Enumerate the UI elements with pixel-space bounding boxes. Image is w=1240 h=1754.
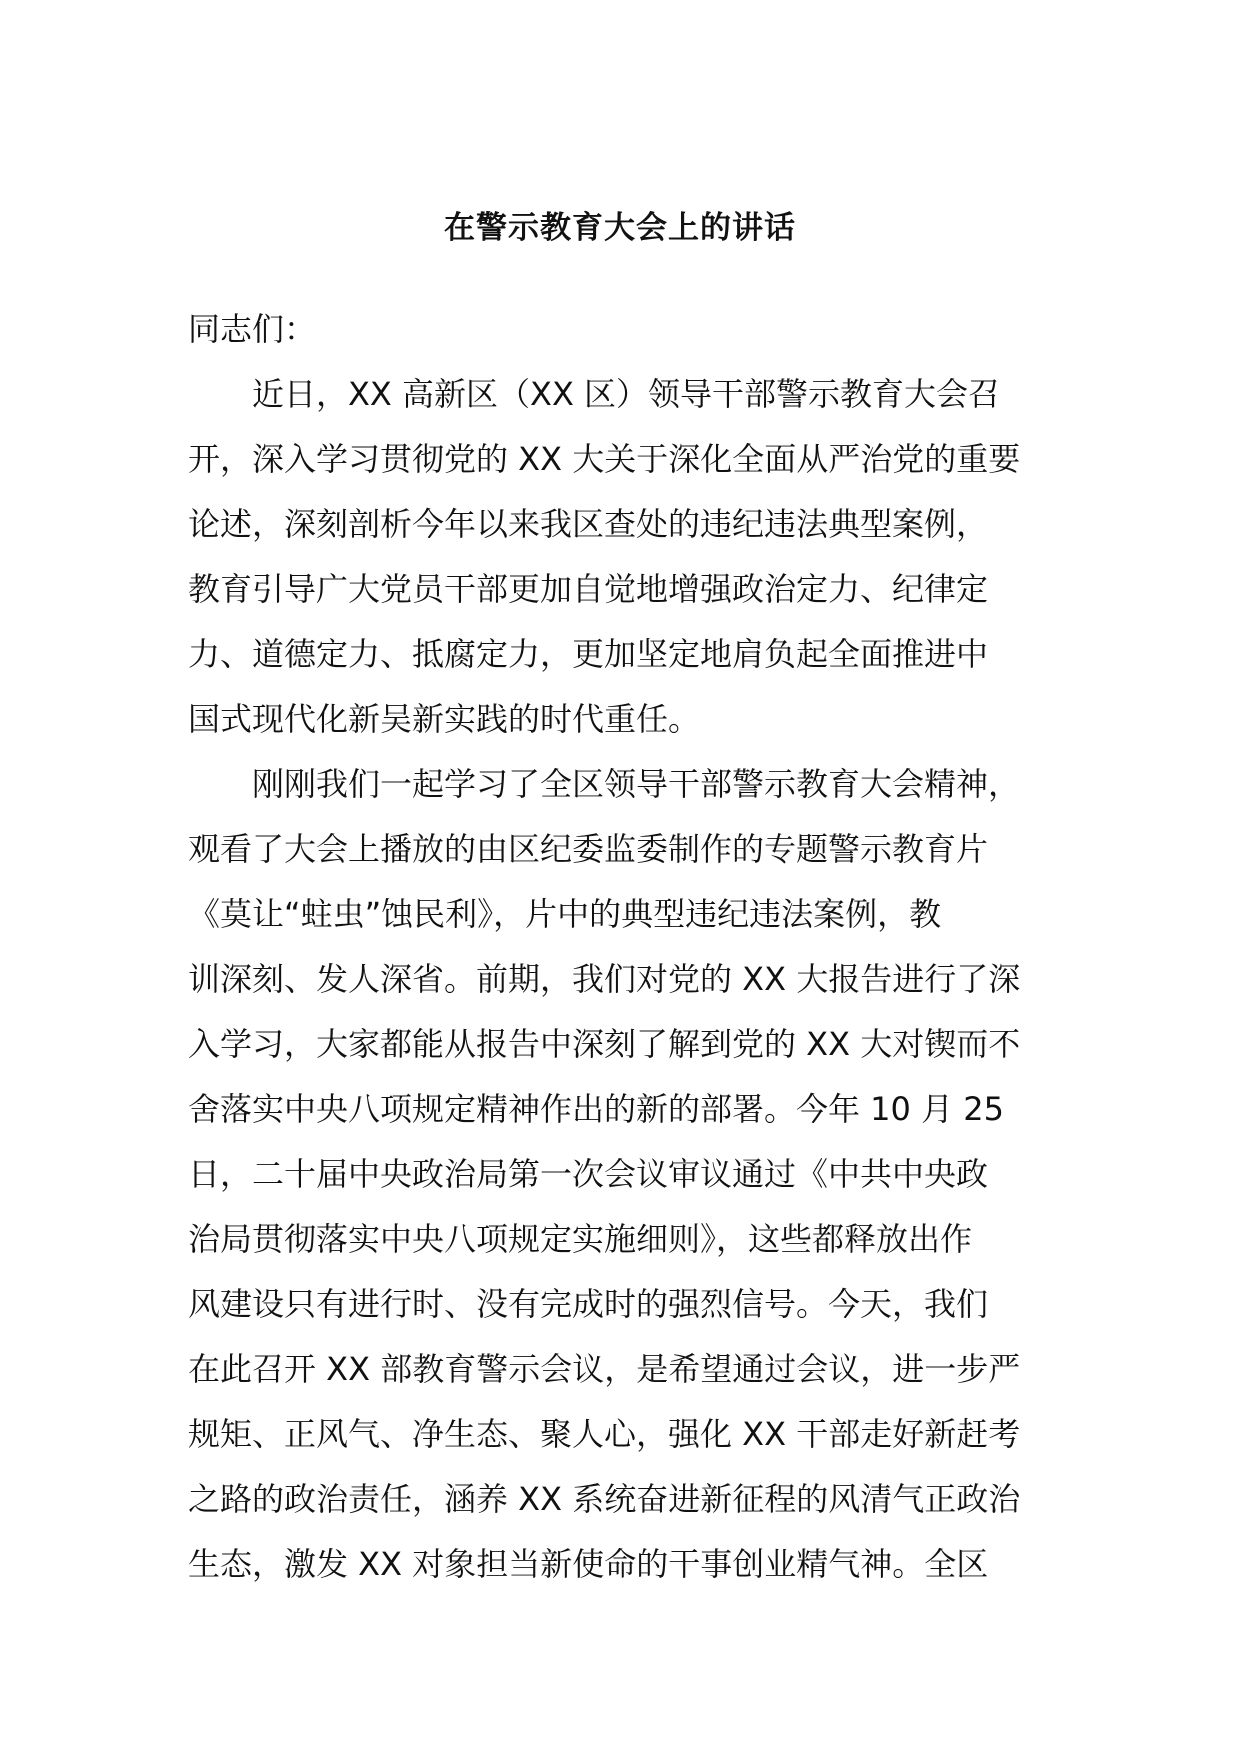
document-body (188, 297, 1058, 1597)
text-line: 风建设只有进行时、没有完成时的强烈信号。今天，我们 (188, 1285, 989, 1323)
text-line: 国式现代化新吴新实践的时代重任。 (188, 700, 701, 738)
document-title: 在警示教育大会上的讲话 (444, 210, 796, 246)
text-line: 治局贯彻落实中央八项规定实施细则》，这些都释放出作 (188, 1220, 973, 1258)
text-line: 训深刻、发人深省。前期，我们对党的 XX 大报告进行了深 (188, 960, 1021, 998)
text-line: 刚刚我们一起学习了全区领导干部警示教育大会精神， (188, 765, 1021, 803)
text-line: 入学习，大家都能从报告中深刻了解到党的 XX 大对锲而不 (188, 1025, 1021, 1063)
text-line: 在此召开 XX 部教育警示会议，是希望通过会议，进一步严 (188, 1350, 1021, 1388)
text-line: 《莫让“蛀虫”蚀民利》，片中的典型违纪违法案例，教 (188, 895, 942, 933)
text-line: 力、道德定力、抵腐定力，更加坚定地肩负起全面推进中 (188, 635, 989, 673)
text-line: 舍落实中央八项规定精神作出的新的部署。今年 10 月 25 (188, 1090, 1004, 1128)
paragraph-lines (188, 362, 1058, 1597)
text-line: 开，深入学习贯彻党的 XX 大关于深化全面从严治党的重要 (188, 440, 1021, 478)
text-line: 观看了大会上播放的由区纪委监委制作的专题警示教育片 (188, 830, 989, 868)
salutation: 同志们： (188, 310, 317, 348)
text-line: 之路的政治责任，涵养 XX 系统奋进新征程的风清气正政治 (188, 1480, 1021, 1518)
text-line: 近日，XX 高新区（XX 区）领导干部警示教育大会召 (188, 375, 1001, 413)
text-line: 论述，深刻剖析今年以来我区查处的违纪违法典型案例， (188, 505, 989, 543)
text-line: 生态，激发 XX 对象担当新使命的干事创业精气神。全区 (188, 1545, 989, 1583)
text-line: 教育引导广大党员干部更加自觉地增强政治定力、纪律定 (188, 570, 989, 608)
text-line: 日，二十届中央政治局第一次会议审议通过《中共中央政 (188, 1155, 989, 1193)
text-line: 规矩、正风气、净生态、聚人心，强化 XX 干部走好新赶考 (188, 1415, 1021, 1453)
